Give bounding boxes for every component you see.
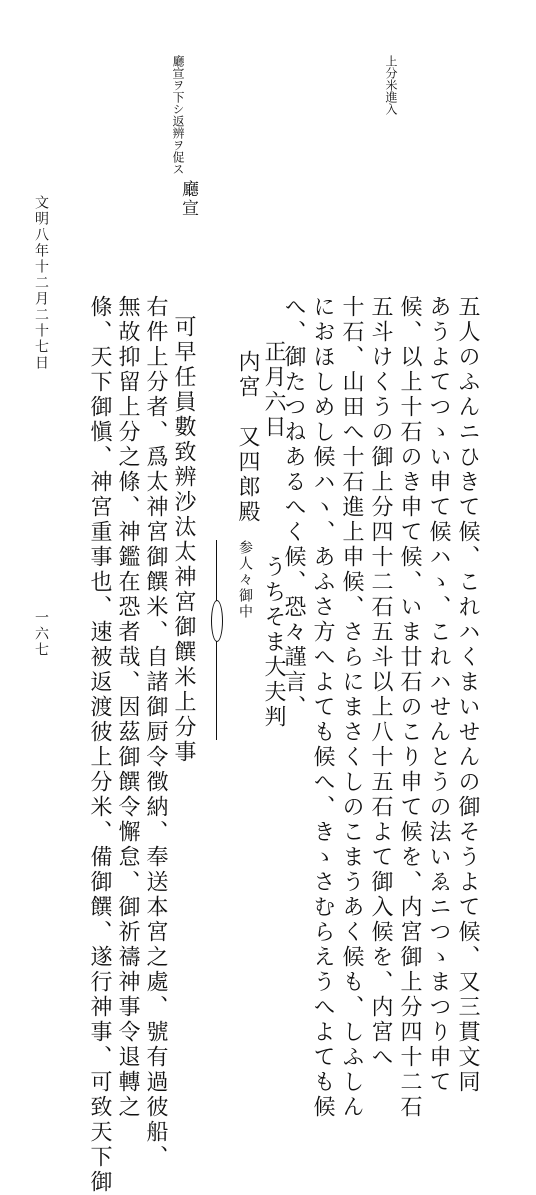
decree-line-4: 條、天下御愼、神宮重事也、速被返渡彼上分米、備御饌、遂行神事、可致天下御 [87, 295, 112, 1195]
letter-line-7: へ、御たつねあるへく候、恐々謹言、 [281, 295, 306, 720]
decree-line-2: 右件上分者、爲太神宮御饌米、自諸御厨令徴納、奉送本宮之處、號有過彼船、 [143, 295, 168, 1170]
letter-line-1: 五人のふんニひきて候、これハくまいせんの御そうよて候、又三貫文同 [455, 295, 480, 1095]
decree-line-3: 無故抑留上分之條、神鑑在恐者哉、因茲御饌令懈怠、御祈禱神事令退轉之 [115, 295, 140, 1120]
letter-sender: うちそま大夫判 [261, 555, 286, 730]
letter-recipient: 内宮 又四郎殿 [235, 350, 260, 525]
letter-date: 正月六日 [261, 340, 286, 440]
marginal-note-upper: 上分米進入 [384, 55, 398, 115]
letter-line-4: 五斗けくうの御上分四十二石五斗以上八十五石よて御入候を、内宮へ [368, 295, 393, 1070]
marginal-note-lower: 廳宣ヲ下シ返辨ヲ促ス [171, 55, 185, 175]
letter-line-6: におほしめし候ハヽ、あふさ方へよても候へ、きゝさむらえうへよても候 [310, 295, 335, 1120]
letter-line-3: 候、以上十石のき申て候、いま廿石のこり申て候を、内宮御上分四十二石 [397, 295, 422, 1120]
decree-line-1: 可早任員數致辨沙汰太神宮御饌米上分事 [171, 315, 196, 765]
letter-line-2: あうよてつゝい申て候ハゝ、これハせんとうの法いゑニつゝまつり申て [426, 295, 451, 1095]
page-number: 一六七 [33, 610, 49, 658]
divider-ornament [211, 600, 223, 642]
letter-recipient-sub: 参人々御中 [237, 540, 253, 620]
letter-line-5: 十石、山田へ十石進上申候、さらにまさくしのこまうあく候も、しふしん [339, 295, 364, 1120]
decree-date: 文明八年十二月二十七日 [33, 195, 49, 371]
decree-title: 廳宣 [178, 180, 198, 218]
